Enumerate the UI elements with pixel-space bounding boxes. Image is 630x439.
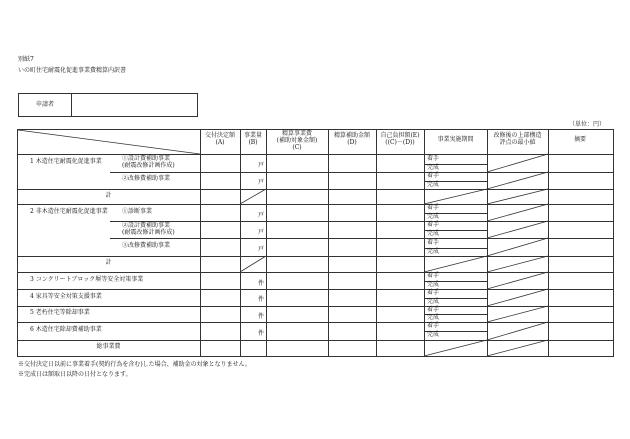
row-label-2c: ③改修費補助事業 [122, 242, 171, 249]
period-start: 着手 [427, 239, 440, 246]
period-start: 着手 [427, 322, 440, 329]
header-period: 事業実施期間 [437, 136, 474, 143]
header-quantity: 事業量 (B) [243, 132, 262, 146]
unit-house: 戸 [257, 179, 264, 186]
period-start: 着手 [427, 221, 440, 228]
unit-item: 件 [257, 296, 264, 303]
unit-item: 件 [257, 330, 264, 337]
header-structure-score: 改修後の上部構造 評点の最小値 [493, 132, 542, 146]
header-grant-amount: 交付決定額 (A) [204, 132, 235, 146]
row-label-5: 5 老朽住宅等除却事業 [30, 309, 90, 316]
note-2: ※完成日は額取日以降の日付となります。 [18, 371, 132, 378]
period-end: 完成 [427, 164, 440, 171]
period-start: 着手 [427, 306, 440, 313]
row-label-4: 4 家具等安全対策支援事業 [30, 293, 102, 300]
period-end: 完成 [427, 213, 440, 220]
row-label-1a: ①設計費補助事業 (耐震改修計画作成) [122, 155, 175, 169]
period-end: 完成 [427, 281, 440, 288]
period-start: 着手 [427, 289, 440, 296]
form-number: 別紙7 [18, 56, 34, 63]
row-label-1: 1 木造住宅耐震化促進事業 [30, 158, 102, 165]
period-end: 完成 [427, 248, 440, 255]
row-label-2: 2 非木造住宅耐震化促進事業 [30, 208, 108, 215]
period-end: 完成 [427, 298, 440, 305]
row-label-3: 3 コンクリートブロック塀等安全対策事業 [30, 276, 144, 283]
period-end: 完成 [427, 314, 440, 321]
period-end: 完成 [427, 230, 440, 237]
header-settled-cost: 精算事業費 (補助対象金額) (C) [276, 130, 318, 151]
unit-item: 件 [257, 280, 264, 287]
document-title: いの町住宅耐震化促進事業費精算内訳書 [18, 67, 127, 74]
period-start: 着手 [427, 272, 440, 279]
unit-house: 戸 [257, 229, 264, 236]
header-settled-subsidy: 精算補助金額 (D) [333, 132, 370, 146]
applicant-label: 申請者 [19, 94, 72, 116]
subtotal-label-1: 計 [105, 192, 112, 199]
period-end: 完成 [427, 181, 440, 188]
unit-house: 戸 [257, 162, 264, 169]
row-label-6: 6 木造住宅除却費補助事業 [30, 326, 102, 333]
subtotal-label-2: 計 [105, 259, 112, 266]
note-1: ※交付決定日以前に事業着手(契約行為を含む)した場合、補助金の対象となりません。 [18, 361, 252, 368]
total-label: 総事業費 [96, 343, 121, 350]
row-label-2a: ①診断事業 [122, 208, 153, 215]
header-remarks: 摘要 [573, 136, 586, 143]
unit-note: （単位：円） [569, 121, 606, 128]
unit-item: 件 [257, 313, 264, 320]
header-self-burden: 自己負担額(E) ((C)－(D)) [380, 132, 420, 146]
period-start: 着手 [427, 172, 440, 179]
unit-house: 戸 [257, 246, 264, 253]
unit-house: 戸 [257, 212, 264, 219]
period-start: 着手 [427, 204, 440, 211]
period-start: 着手 [427, 155, 440, 162]
row-label-2b: ②設計費補助事業 (耐震改修計画作成) [122, 222, 175, 236]
period-end: 完成 [427, 331, 440, 338]
row-label-1b: ②改修費補助事業 [122, 175, 171, 182]
